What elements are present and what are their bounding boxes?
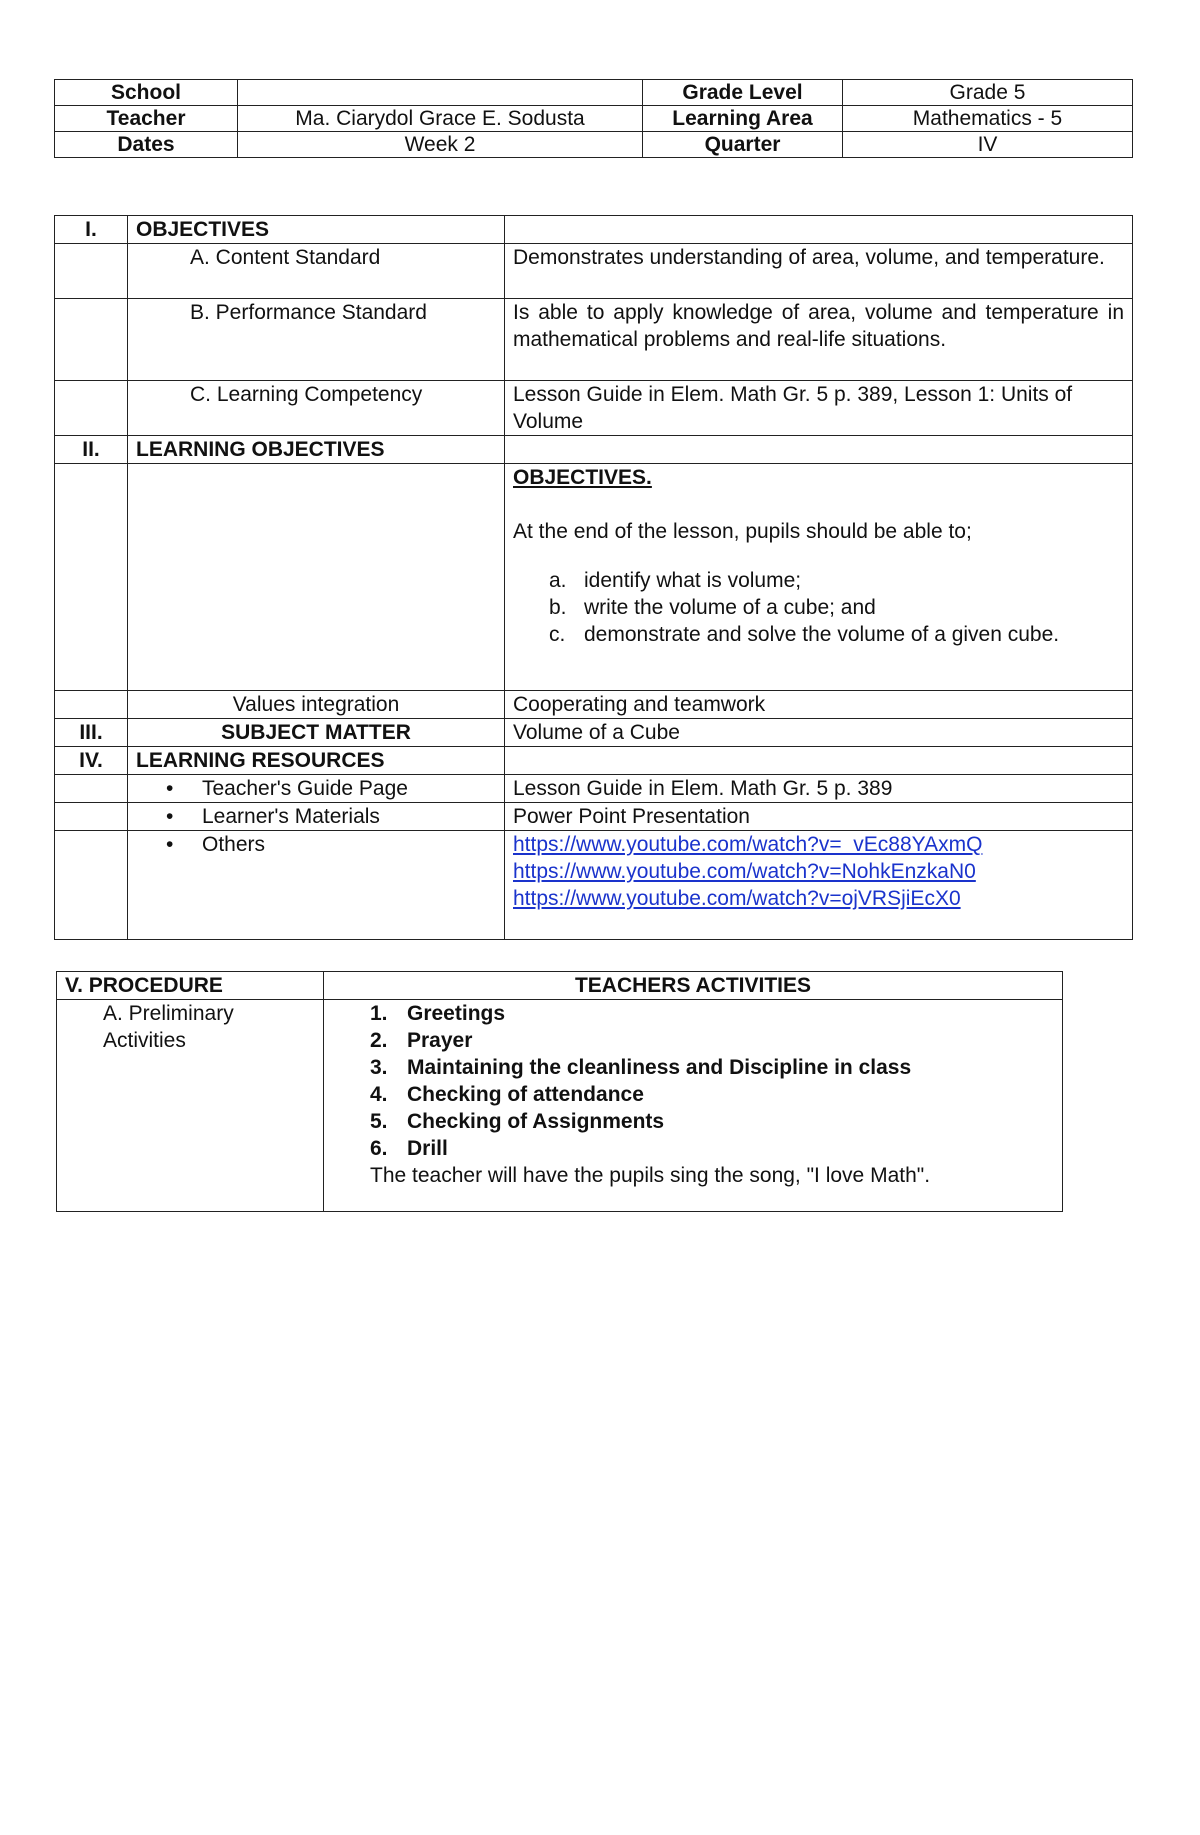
teachers-guide-label: Teacher's Guide Page: [202, 777, 408, 800]
teachers-guide-value: Lesson Guide in Elem. Math Gr. 5 p. 389: [505, 775, 1133, 803]
performance-standard-row: [55, 299, 1133, 381]
list-item: 4. Checking of attendance: [370, 1083, 644, 1106]
values-integration-row: [55, 691, 1133, 719]
procedure-table: [56, 971, 1063, 1212]
learning-resources-title: LEARNING RESOURCES: [128, 747, 505, 775]
dates-value: Week 2: [238, 132, 643, 158]
preliminary-activities-content: [324, 1000, 1063, 1212]
objectives-intro: At the end of the lesson, pupils should be able to;: [513, 520, 972, 543]
grade-level-value: Grade 5: [843, 80, 1133, 106]
learners-materials-value: Power Point Presentation: [505, 803, 1133, 831]
learning-competency-value: Lesson Guide in Elem. Math Gr. 5 p. 389, Lesson 1: Units of Volume: [505, 381, 1133, 436]
quarter-value: IV: [843, 132, 1133, 158]
youtube-link-1[interactable]: https://www.youtube.com/watch?v=_vEc88YAxmQ: [513, 833, 983, 856]
grade-level-label: Grade Level: [643, 80, 843, 106]
bullet-icon: •: [166, 805, 174, 828]
learners-materials-row: [55, 803, 1133, 831]
learning-competency-row: [55, 381, 1133, 436]
learning-area-value: Mathematics - 5: [843, 106, 1133, 132]
learning-objectives-body-row: [55, 464, 1133, 691]
list-item: 1. Greetings: [370, 1002, 506, 1025]
subject-matter-value: Volume of a Cube: [505, 719, 1133, 747]
objectives-numeral: I.: [55, 216, 128, 244]
list-item: 5. Checking of Assignments: [370, 1110, 665, 1133]
others-label: Others: [202, 833, 266, 856]
learning-competency-label: C. Learning Competency: [128, 381, 505, 436]
bullet-icon: •: [166, 833, 174, 856]
learning-objectives-title: LEARNING OBJECTIVES: [128, 436, 505, 464]
header-table: [54, 79, 1133, 158]
learning-resources-heading-row: [55, 747, 1133, 775]
list-item: c. demonstrate and solve the volume of a given cube.: [549, 623, 1060, 646]
procedure-header-left: V. PROCEDURE: [57, 972, 324, 1000]
teacher-value: Ma. Ciarydol Grace E. Sodusta: [238, 106, 643, 132]
preliminary-activities-label: A. Preliminary Activities: [57, 1000, 324, 1212]
list-item: a. identify what is volume;: [549, 569, 802, 592]
others-row: [55, 831, 1133, 940]
performance-standard-value: Is able to apply knowledge of area, volume and temperature in mathematical problems and real-life situations.: [505, 299, 1133, 381]
objectives-heading-row: [55, 216, 1133, 244]
content-standard-label: A. Content Standard: [128, 244, 505, 299]
header-row-teacher: [55, 106, 1133, 132]
list-item: 3. Maintaining the cleanliness and Discipline in class: [370, 1056, 912, 1079]
teachers-guide-row: [55, 775, 1133, 803]
youtube-link-3[interactable]: https://www.youtube.com/watch?v=ojVRSjiEcX0: [513, 887, 961, 910]
learning-resources-numeral: IV.: [55, 747, 128, 775]
school-label: School: [55, 80, 238, 106]
preliminary-activities-row: [57, 1000, 1063, 1212]
list-item: 2. Prayer: [370, 1029, 473, 1052]
others-links: [505, 831, 1133, 940]
header-row-school: [55, 80, 1133, 106]
list-item: 6. Drill: [370, 1137, 448, 1160]
subject-matter-row: [55, 719, 1133, 747]
header-row-dates: [55, 132, 1133, 158]
list-item: b. write the volume of a cube; and: [549, 596, 876, 619]
dates-label: Dates: [55, 132, 238, 158]
procedure-header-right: TEACHERS ACTIVITIES: [324, 972, 1063, 1000]
learning-objectives-numeral: II.: [55, 436, 128, 464]
learning-objectives-content: [505, 464, 1133, 691]
content-standard-value: Demonstrates understanding of area, volume, and temperature.: [505, 244, 1133, 299]
youtube-link-2[interactable]: https://www.youtube.com/watch?v=NohkEnzkaN0: [513, 860, 976, 883]
learning-objectives-heading-row: [55, 436, 1133, 464]
content-standard-row: [55, 244, 1133, 299]
subject-matter-title: SUBJECT MATTER: [128, 719, 505, 747]
activities-list: [332, 1000, 1054, 1162]
learning-area-label: Learning Area: [643, 106, 843, 132]
values-integration-label: Values integration: [128, 691, 505, 719]
objectives-heading: OBJECTIVES.: [513, 466, 652, 489]
performance-standard-label: B. Performance Standard: [128, 299, 505, 381]
values-integration-value: Cooperating and teamwork: [505, 691, 1133, 719]
subject-matter-numeral: III.: [55, 719, 128, 747]
objectives-title: OBJECTIVES: [128, 216, 505, 244]
quarter-label: Quarter: [643, 132, 843, 158]
objectives-list: [513, 567, 1124, 648]
school-value: [238, 80, 643, 106]
lesson-plan-table: [54, 215, 1133, 940]
learners-materials-label: Learner's Materials: [202, 805, 380, 828]
teacher-label: Teacher: [55, 106, 238, 132]
procedure-header-row: [57, 972, 1063, 1000]
bullet-icon: •: [166, 777, 174, 800]
drill-note: The teacher will have the pupils sing the song, "I love Math".: [370, 1164, 931, 1187]
